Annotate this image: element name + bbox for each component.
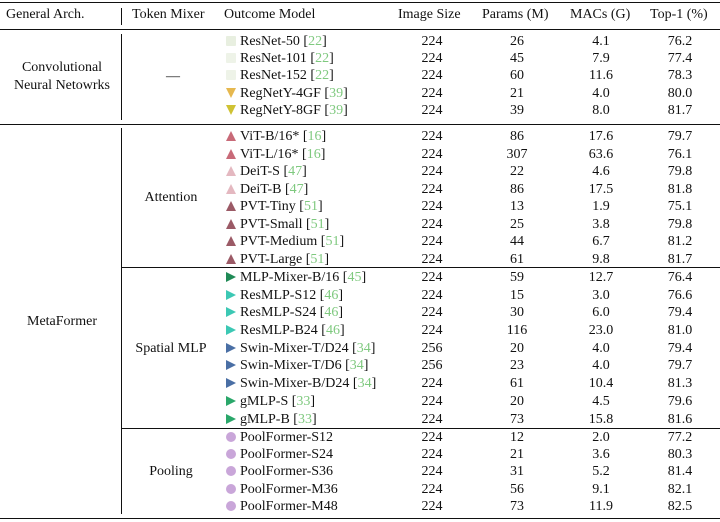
top1-cell: 79.7 [667, 358, 693, 373]
citation-number[interactable]: 34 [357, 376, 372, 391]
top1-cell: 77.4 [667, 51, 693, 66]
model-label: PoolFormer-S12 [240, 430, 334, 445]
table-row [0, 498, 720, 516]
tri-up-marker-icon [226, 166, 236, 176]
rule-top [0, 2, 720, 3]
top1-cell: 80.3 [667, 447, 693, 462]
table-row [0, 304, 720, 322]
image-size-cell: 224 [421, 499, 443, 514]
top1-cell: 75.1 [667, 199, 693, 214]
table-row [0, 481, 720, 499]
citation-number[interactable]: 46 [324, 305, 339, 320]
citation[interactable]: [51] [295, 199, 323, 214]
model-label: ResNet-101 [240, 51, 307, 66]
image-size-cell: 224 [421, 103, 443, 118]
top1-cell: 76.1 [667, 147, 693, 162]
image-size-cell: 224 [421, 376, 443, 391]
citation-number[interactable]: 47 [288, 164, 303, 179]
citation-number[interactable]: 39 [329, 103, 344, 118]
top1-cell: 79.7 [667, 129, 693, 144]
macs-cell: 7.9 [592, 51, 610, 66]
top1-cell: 79.8 [667, 217, 693, 232]
model-label: PVT-Small [240, 217, 303, 232]
image-size-cell: 224 [421, 34, 443, 49]
circle-marker-icon [226, 501, 236, 511]
params-cell: 61 [510, 376, 524, 391]
citation-number[interactable]: 22 [308, 34, 323, 49]
model-label: MLP-Mixer-B/16 [240, 270, 340, 285]
model-label: ResNet-50 [240, 34, 300, 49]
tri-up-marker-icon [226, 236, 236, 246]
model-label: ViT-B/16* [240, 129, 300, 144]
table-row [0, 251, 720, 269]
model-name [226, 393, 315, 411]
macs-cell: 9.1 [592, 482, 610, 497]
macs-cell: 12.7 [588, 270, 614, 285]
params-cell: 73 [510, 499, 524, 514]
model-name [226, 50, 334, 68]
citation-number[interactable]: 45 [347, 270, 362, 285]
tri-down-marker-icon [226, 88, 236, 98]
citation[interactable]: [16] [299, 129, 327, 144]
model-label: PoolFormer-S24 [240, 447, 334, 462]
table-row [0, 287, 720, 305]
tri-right-marker-icon [226, 325, 236, 335]
top1-cell: 81.4 [667, 464, 693, 479]
params-cell: 25 [510, 217, 524, 232]
tri-right-marker-icon [226, 290, 236, 300]
top1-cell: 81.7 [667, 103, 693, 118]
model-label: gMLP-B [240, 412, 290, 427]
top1-cell: 76.2 [667, 34, 693, 49]
tri-down-marker-icon [226, 105, 236, 115]
tri-right-marker-icon [226, 396, 236, 406]
image-size-cell: 224 [421, 252, 443, 267]
citation-number[interactable]: 51 [310, 252, 325, 267]
model-name [226, 340, 375, 358]
model-label: ViT-L/16* [240, 147, 299, 162]
model-label: RegNetY-8GF [240, 103, 321, 118]
params-cell: 59 [510, 270, 524, 285]
model-name [226, 269, 366, 287]
macs-cell: 3.6 [592, 447, 610, 462]
table-row [0, 198, 720, 216]
model-name [226, 163, 307, 181]
square-marker-icon [226, 36, 236, 46]
macs-cell: 4.0 [592, 341, 610, 356]
table-row [0, 322, 720, 340]
params-cell: 73 [510, 412, 524, 427]
model-label: gMLP-S [240, 394, 289, 409]
model-name [226, 304, 343, 322]
top1-cell: 81.2 [667, 234, 693, 249]
table-row [0, 463, 720, 481]
top1-cell: 79.6 [667, 394, 693, 409]
model-name [226, 357, 368, 375]
top1-cell: 81.3 [667, 376, 693, 391]
macs-cell: 4.0 [592, 86, 610, 101]
macs-cell: 10.4 [588, 376, 614, 391]
rule-bottom [0, 518, 720, 519]
macs-cell: 63.6 [588, 147, 614, 162]
model-label: PVT-Large [240, 252, 303, 267]
params-cell: 30 [510, 305, 524, 320]
group-pooling: Pooling [149, 464, 193, 479]
tri-right-marker-icon [226, 272, 236, 282]
params-cell: 12 [510, 430, 524, 445]
macs-cell: 3.0 [592, 288, 610, 303]
params-cell: 31 [510, 464, 524, 479]
header-top1: Top-1 (%) [650, 7, 708, 22]
model-label: Swin-Mixer-T/D6 [240, 358, 342, 373]
image-size-cell: 224 [421, 305, 443, 320]
model-name [226, 287, 343, 305]
image-size-cell: 224 [421, 199, 443, 214]
image-size-cell: 224 [421, 68, 443, 83]
circle-marker-icon [226, 484, 236, 494]
image-size-cell: 224 [421, 86, 443, 101]
table-row [0, 340, 720, 358]
citation-number[interactable]: 16 [306, 147, 321, 162]
params-cell: 23 [510, 358, 524, 373]
top1-cell: 80.0 [667, 86, 693, 101]
citation-number[interactable]: 34 [356, 341, 371, 356]
header-general-arch: General Arch. [6, 7, 85, 22]
top1-cell: 79.8 [667, 164, 693, 179]
group-spatial-mlp: Spatial MLP [135, 341, 207, 356]
model-name [226, 498, 338, 516]
top1-cell: 79.4 [667, 341, 693, 356]
params-cell: 22 [510, 164, 524, 179]
params-cell: 45 [510, 51, 524, 66]
citation[interactable]: [22] [306, 68, 334, 83]
tri-up-marker-icon [226, 254, 236, 264]
image-size-cell: 256 [421, 358, 443, 373]
model-name [226, 429, 333, 447]
params-cell: 56 [510, 482, 524, 497]
citation-number[interactable]: 47 [289, 182, 304, 197]
model-label: PoolFormer-M36 [240, 482, 338, 497]
citation-number[interactable]: 33 [297, 412, 312, 427]
params-cell: 60 [510, 68, 524, 83]
image-size-cell: 224 [421, 217, 443, 232]
model-name [226, 375, 376, 393]
params-cell: 307 [506, 147, 528, 162]
group-cnn-mixer: — [166, 69, 180, 84]
citation-number[interactable]: 22 [315, 68, 330, 83]
header-params: Params (M) [482, 7, 549, 22]
params-cell: 26 [510, 34, 524, 49]
citation-number[interactable]: 16 [307, 129, 322, 144]
model-label: ResMLP-S12 [240, 288, 317, 303]
model-label: Swin-Mixer-T/D24 [240, 341, 349, 356]
image-size-cell: 256 [421, 341, 443, 356]
citation[interactable]: [46] [316, 305, 344, 320]
image-size-cell: 224 [421, 147, 443, 162]
model-name [226, 128, 326, 146]
citation[interactable]: [33] [288, 394, 316, 409]
model-label: ResNet-152 [240, 68, 307, 83]
citation-number[interactable]: 51 [310, 217, 325, 232]
image-size-cell: 224 [421, 164, 443, 179]
table-row [0, 269, 720, 287]
citation[interactable]: [34] [341, 358, 369, 373]
header-image-size: Image Size [398, 7, 461, 22]
tri-right-marker-icon [226, 414, 236, 424]
model-name [226, 233, 344, 251]
model-name [226, 102, 348, 120]
table-row [0, 181, 720, 199]
citation-number[interactable]: 51 [325, 234, 340, 249]
model-name [226, 67, 334, 85]
header-outcome-model: Outcome Model [224, 7, 316, 22]
model-label: PoolFormer-M48 [240, 499, 338, 514]
table-row [0, 67, 720, 85]
top1-cell: 81.0 [667, 323, 693, 338]
table-row [0, 50, 720, 68]
tri-up-marker-icon [226, 219, 236, 229]
tri-up-marker-icon [226, 149, 236, 159]
macs-cell: 1.9 [592, 199, 610, 214]
image-size-cell: 224 [421, 412, 443, 427]
image-size-cell: 224 [421, 270, 443, 285]
citation[interactable]: [45] [339, 270, 367, 285]
table-row [0, 85, 720, 103]
citation[interactable]: [22] [299, 34, 327, 49]
citation-number[interactable]: 33 [296, 394, 311, 409]
macs-cell: 11.6 [589, 68, 613, 83]
params-cell: 86 [510, 129, 524, 144]
image-size-cell: 224 [421, 394, 443, 409]
citation[interactable]: [46] [317, 323, 345, 338]
citation[interactable]: [51] [302, 217, 330, 232]
citation-number[interactable]: 22 [315, 51, 330, 66]
params-cell: 15 [510, 288, 524, 303]
citation[interactable]: [51] [302, 252, 330, 267]
macs-cell: 9.8 [592, 252, 610, 267]
table-row [0, 216, 720, 234]
image-size-cell: 224 [421, 430, 443, 445]
top1-cell: 81.8 [667, 182, 693, 197]
tri-up-marker-icon [226, 201, 236, 211]
image-size-cell: 224 [421, 182, 443, 197]
tri-up-marker-icon [226, 131, 236, 141]
table-row [0, 163, 720, 181]
params-cell: 21 [510, 86, 524, 101]
square-marker-icon [226, 53, 236, 63]
image-size-cell: 224 [421, 129, 443, 144]
image-size-cell: 224 [421, 323, 443, 338]
macs-cell: 5.2 [592, 464, 610, 479]
macs-cell: 2.0 [592, 430, 610, 445]
citation-number[interactable]: 51 [303, 199, 318, 214]
table-row [0, 128, 720, 146]
model-name [226, 198, 323, 216]
model-name [226, 481, 338, 499]
macs-cell: 11.9 [589, 499, 613, 514]
citation[interactable]: [47] [281, 182, 309, 197]
circle-marker-icon [226, 432, 236, 442]
image-size-cell: 224 [421, 234, 443, 249]
macs-cell: 3.8 [592, 217, 610, 232]
model-label: Swin-Mixer-B/D24 [240, 376, 350, 391]
top1-cell: 79.4 [667, 305, 693, 320]
model-label: DeiT-B [240, 182, 282, 197]
tri-right-marker-icon [226, 378, 236, 388]
model-name [226, 216, 329, 234]
macs-cell: 23.0 [588, 323, 614, 338]
top1-cell: 76.4 [667, 270, 693, 285]
tri-right-marker-icon [226, 360, 236, 370]
table-row [0, 446, 720, 464]
macs-cell: 4.1 [592, 34, 610, 49]
citation[interactable]: [39] [320, 103, 348, 118]
image-size-cell: 224 [421, 51, 443, 66]
macs-cell: 6.7 [592, 234, 610, 249]
header-macs: MACs (G) [570, 7, 631, 22]
table-row [0, 393, 720, 411]
params-cell: 21 [510, 447, 524, 462]
citation-number[interactable]: 46 [325, 323, 340, 338]
table-row [0, 33, 720, 51]
citation[interactable]: [33] [289, 412, 317, 427]
top1-cell: 77.2 [667, 430, 693, 445]
citation[interactable]: [22] [306, 51, 334, 66]
top1-cell: 76.6 [667, 288, 693, 303]
model-name [226, 146, 325, 164]
model-name [226, 411, 317, 429]
model-name [226, 463, 333, 481]
table-row [0, 429, 720, 447]
params-cell: 61 [510, 252, 524, 267]
citation[interactable]: [39] [320, 86, 348, 101]
model-label: ResMLP-B24 [240, 323, 318, 338]
group-attention: Attention [144, 190, 198, 205]
model-label: ResMLP-S24 [240, 305, 317, 320]
params-cell: 44 [510, 234, 524, 249]
table-row [0, 146, 720, 164]
macs-cell: 4.6 [592, 164, 610, 179]
macs-cell: 4.0 [592, 358, 610, 373]
header-divider [121, 8, 122, 25]
model-name [226, 446, 333, 464]
tri-up-marker-icon [226, 184, 236, 194]
macs-cell: 17.5 [588, 182, 614, 197]
model-name [226, 181, 308, 199]
macs-cell: 6.0 [592, 305, 610, 320]
macs-cell: 15.8 [588, 412, 614, 427]
citation[interactable]: [34] [348, 341, 376, 356]
model-label: RegNetY-4GF [240, 86, 321, 101]
top1-cell: 81.6 [667, 412, 693, 427]
rule-header [0, 29, 720, 30]
citation[interactable]: [16] [298, 147, 326, 162]
square-marker-icon [226, 70, 236, 80]
model-label: PVT-Tiny [240, 199, 296, 214]
top1-cell: 82.1 [667, 482, 693, 497]
macs-cell: 17.6 [588, 129, 614, 144]
citation[interactable]: [46] [316, 288, 344, 303]
macs-cell: 8.0 [592, 103, 610, 118]
citation-number[interactable]: 46 [324, 288, 339, 303]
params-cell: 116 [506, 323, 528, 338]
top1-cell: 78.3 [667, 68, 693, 83]
params-cell: 20 [510, 394, 524, 409]
table-row [0, 233, 720, 251]
table-row [0, 411, 720, 429]
rule-cnn-end [0, 124, 720, 125]
model-label: DeiT-S [240, 164, 280, 179]
circle-marker-icon [226, 466, 236, 476]
image-size-cell: 224 [421, 482, 443, 497]
model-name [226, 251, 329, 269]
top1-cell: 81.7 [667, 252, 693, 267]
params-cell: 13 [510, 199, 524, 214]
params-cell: 39 [510, 103, 524, 118]
citation-number[interactable]: 39 [329, 86, 344, 101]
image-size-cell: 224 [421, 447, 443, 462]
citation[interactable]: [34] [349, 376, 377, 391]
group-metaformer: MetaFormer [27, 314, 97, 329]
header-token-mixer: Token Mixer [132, 7, 205, 22]
circle-marker-icon [226, 449, 236, 459]
group-cnn: Convolutional Neural Netowrks [13, 60, 111, 93]
citation[interactable]: [47] [279, 164, 307, 179]
table-row [0, 102, 720, 120]
table-row [0, 375, 720, 393]
tri-right-marker-icon [226, 307, 236, 317]
params-cell: 86 [510, 182, 524, 197]
top1-cell: 82.5 [667, 499, 693, 514]
image-size-cell: 224 [421, 288, 443, 303]
macs-cell: 4.5 [592, 394, 610, 409]
model-name [226, 322, 345, 340]
tri-right-marker-icon [226, 343, 236, 353]
model-label: PVT-Medium [240, 234, 318, 249]
image-size-cell: 224 [421, 464, 443, 479]
params-cell: 20 [510, 341, 524, 356]
model-name [226, 85, 348, 103]
model-label: PoolFormer-S36 [240, 464, 334, 479]
model-name [226, 33, 327, 51]
table-row [0, 357, 720, 375]
citation-number[interactable]: 34 [349, 358, 364, 373]
citation[interactable]: [51] [317, 234, 345, 249]
